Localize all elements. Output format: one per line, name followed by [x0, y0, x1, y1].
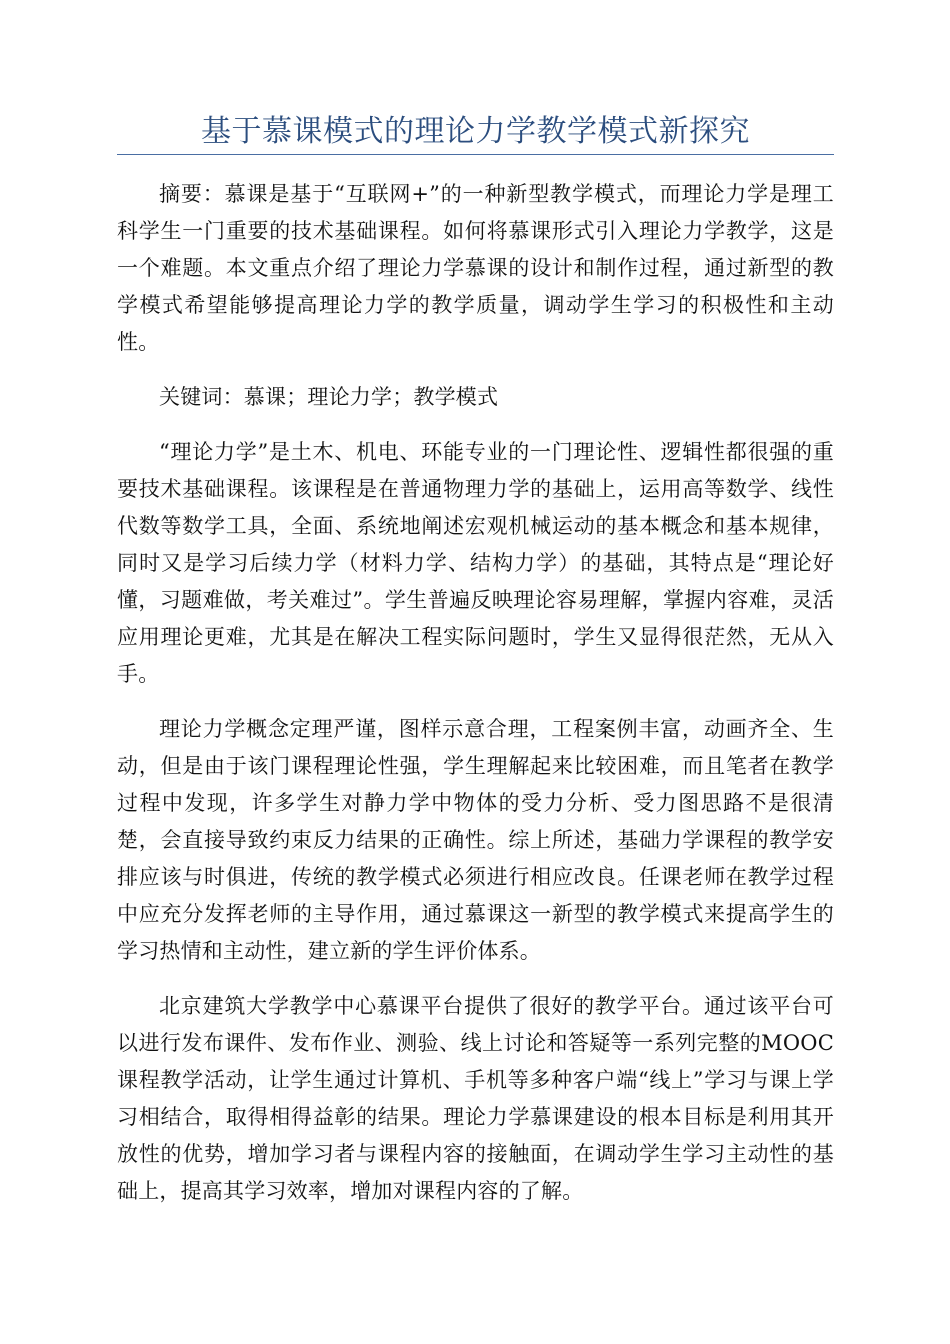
title-block [117, 112, 834, 152]
document-title: 基于慕课模式的理论力学教学模式新探究 [201, 114, 750, 149]
body-paragraph-3: 北京建筑大学教学中心慕课平台提供了很好的教学平台。通过该平台可以进行发布课件、发布作业、测验、线上讨论和答疑等一系列完整的MOOC课程教学活动，让学生通过计算机、手机等多种客户端“线上”学习与课上学习相结合，取得相得益彰的结果。理论力学慕课建设的根本目标是利用其开放性的优势，增加学习者与课程内容的接触面，在调动学生学习主动性的基础上，提高其学习效率，增加对课程内容的了解。 [117, 994, 834, 1203]
body-paragraph-2: 理论力学概念定理严谨，图样示意合理，工程案例丰富，动画齐全、生动，但是由于该门课程理论性强，学生理解起来比较困难，而且笔者在教学过程中发现，许多学生对静力学中物体的受力分析、受力图思路不是很清楚，会直接导致约束反力结果的正确性。综上所述，基础力学课程的教学安排应该与时俱进，传统的教学模式必须进行相应改良。任课老师在教学过程中应充分发挥老师的主导作用，通过慕课这一新型的教学模式来提高学生的学习热情和主动性，建立新的学生评价体系。 [117, 717, 834, 963]
body-paragraph-1: “理论力学”是土木、机电、环能专业的一门理论性、逻辑性都很强的重要技术基础课程。该课程是在普通物理力学的基础上，运用高等数学、线性代数等数学工具，全面、系统地阐述宏观机械运动的基本概念和基本规律，同时又是学习后续力学（材料力学、结构力学）的基础，其特点是“理论好懂，习题难做，考关难过”。学生普遍反映理论容易理解，掌握内容难，灵活应用理论更难，尤其是在解决工程实际问题时，学生又显得很茫然，无从入手。 [117, 440, 834, 686]
keywords-line: 关键词：慕课；理论力学；教学模式 [159, 385, 499, 409]
title-underline [117, 154, 834, 155]
abstract-paragraph: 摘要：慕课是基于“互联网+”的一种新型教学模式，而理论力学是理工科学生一门重要的技术基础课程。如何将慕课形式引入理论力学教学，这是一个难题。本文重点介绍了理论力学慕课的设计和制作过程，通过新型的教学模式希望能够提高理论力学的教学质量，调动学生学习的积极性和主动性。 [117, 182, 834, 354]
document-body [117, 176, 834, 1228]
